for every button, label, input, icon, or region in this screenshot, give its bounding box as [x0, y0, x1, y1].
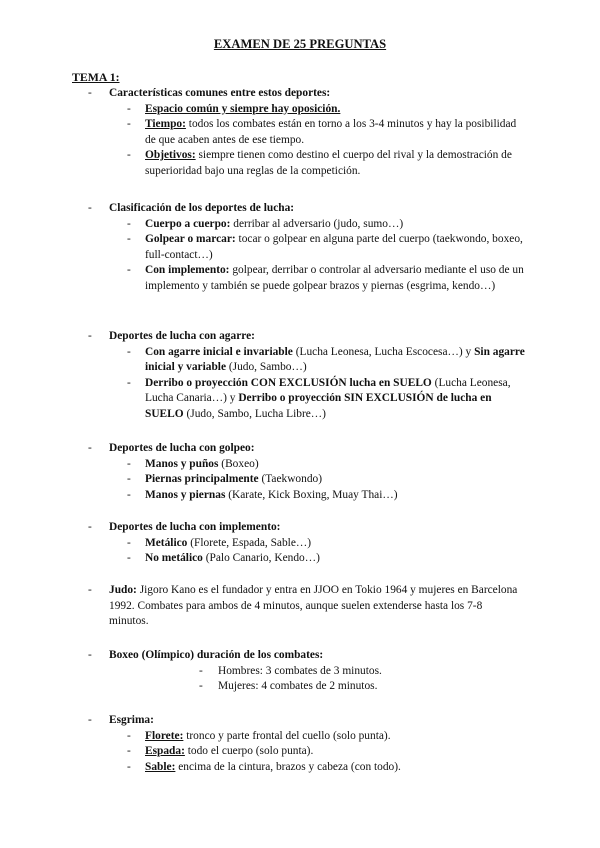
list-item: [0, 744, 525, 760]
list-item: [0, 536, 525, 552]
list-item: [0, 760, 525, 776]
item-text: encima de la cintura, brazos y cabeza (con todo).: [175, 760, 401, 773]
item-text: todos los combates están en torno a los 3-4 minutos y hay la posibilidad de que acaben antes de ese tiempo.: [145, 118, 517, 146]
bullet-dash: -: [127, 217, 131, 230]
item-text: Hombres: 3 combates de 3 minutos.: [218, 664, 382, 677]
bullet-dash: -: [127, 536, 131, 549]
bullet-dash: -: [199, 680, 203, 693]
item-term: Tiempo:: [145, 118, 186, 131]
item-term: Florete:: [145, 729, 184, 742]
list-item: [0, 117, 525, 148]
item-term: Espacio común y siempre hay oposición.: [145, 102, 341, 115]
bullet-dash: -: [127, 149, 131, 162]
item-term: Cuerpo a cuerpo:: [145, 217, 231, 230]
list-item: [0, 488, 525, 504]
list-item: [0, 713, 524, 729]
bullet-dash: -: [127, 264, 131, 277]
bullet-dash: -: [127, 233, 131, 246]
item-text: Mujeres: 4 combates de 2 minutos.: [218, 680, 378, 693]
list-heading: Esgrima:: [109, 714, 154, 726]
list-item: [0, 648, 524, 664]
item-term: Manos y piernas: [145, 488, 226, 501]
item-term: Sin agarre inicial y variable: [145, 345, 525, 374]
item-text: derribar al adversario (judo, sumo…): [230, 217, 404, 230]
section-golpeo: [0, 441, 600, 503]
item-term: No metálico: [145, 552, 203, 565]
item-text: siempre tienen como destino el cuerpo del rival y la demostración de superioridad bajo una reglas de la competición.: [145, 149, 512, 177]
item-term: Con agarre inicial e invariable: [145, 345, 293, 358]
list-item: [0, 583, 524, 630]
list-item: [0, 664, 600, 680]
list-heading: Características comunes entre estos deportes:: [109, 87, 331, 99]
bullet-dash: -: [88, 442, 92, 454]
item-term: Piernas principalmente: [145, 473, 259, 486]
list-item: [0, 679, 600, 695]
bullet-dash: -: [88, 330, 92, 342]
list-item: [0, 232, 525, 263]
item-term: Metálico: [145, 536, 188, 549]
item-text: (Boxeo): [218, 457, 259, 470]
bullet-dash: -: [127, 473, 131, 486]
bullet-dash: -: [127, 760, 131, 773]
list-item: [0, 86, 524, 102]
item-text: todo el cuerpo (solo punta).: [184, 745, 314, 758]
list-item: [0, 217, 525, 233]
bullet-dash: -: [88, 521, 92, 533]
item-term: Manos y puños: [145, 457, 219, 470]
bullet-dash: -: [88, 584, 92, 596]
bullet-dash: -: [88, 714, 92, 726]
list-item: [0, 102, 525, 118]
bullet-dash: -: [127, 118, 131, 131]
list-heading: Deportes de lucha con implemento:: [109, 521, 281, 533]
section-agarre: [0, 329, 600, 423]
bullet-dash: -: [127, 457, 131, 470]
list-item: [0, 729, 525, 745]
list-item: [0, 376, 525, 423]
item-term: Derribo o proyección SIN EXCLUSIÓN de lucha en SUELO: [145, 392, 492, 420]
item-text: tronco y parte frontal del cuello (solo punta).: [183, 729, 391, 742]
item-text: tocar o golpear en alguna parte del cuerpo (taekwondo, boxeo, full-contact…): [145, 233, 523, 261]
list-item: [0, 263, 525, 294]
list-heading: Clasificación de los deportes de lucha:: [109, 202, 295, 214]
item-text: (Judo, Sambo, Lucha Libre…): [183, 407, 326, 420]
item-text: (Palo Canario, Kendo…): [202, 552, 320, 565]
list-item: [0, 148, 525, 179]
list-heading: Deportes de lucha con agarre:: [109, 330, 255, 342]
page-title: EXAMEN DE 25 PREGUNTAS: [213, 37, 387, 51]
bullet-dash: -: [127, 745, 131, 758]
list-item: [0, 457, 525, 473]
item-term: Golpear o marcar:: [145, 233, 236, 246]
item-text: (Lucha Leonesa, Lucha Escocesa…) y: [292, 345, 475, 358]
item-term: Con implemento:: [145, 264, 230, 277]
list-item: [0, 329, 524, 345]
list-item: [0, 345, 525, 376]
item-text: Jigoro Kano es el fundador y entra en JJOO en Tokio 1964 y mujeres en Barcelona 1992. Combates para ambos de 4 minutos, aunque suelen extenderse hasta los 7-8 minutos.: [109, 584, 518, 628]
section-boxeo: [0, 648, 600, 695]
bullet-dash: -: [199, 664, 203, 677]
list-item: [0, 441, 524, 457]
item-term: Derribo o proyección CON EXCLUSIÓN lucha en SUELO: [145, 376, 432, 389]
section-implemento: [0, 520, 600, 567]
item-text: (Florete, Espada, Sable…): [187, 536, 312, 549]
item-text: (Karate, Kick Boxing, Muay Thai…): [225, 488, 398, 501]
list-item: [0, 520, 524, 536]
list-heading: Boxeo (Olímpico) duración de los combates:: [109, 649, 324, 661]
bullet-dash: -: [88, 202, 92, 214]
bullet-dash: -: [127, 552, 131, 565]
item-term: Judo:: [109, 584, 137, 596]
list-item: [0, 472, 525, 488]
section-heading-tema: TEMA 1:: [72, 70, 120, 84]
item-term: Objetivos:: [145, 149, 196, 162]
section-judo: [0, 583, 600, 630]
section-caracteristicas: [0, 86, 600, 180]
item-text: (Taekwondo): [258, 473, 323, 486]
item-term: Espada:: [145, 745, 185, 758]
list-heading: Deportes de lucha con golpeo:: [109, 442, 255, 454]
section-clasificacion: [0, 201, 600, 295]
bullet-dash: -: [127, 376, 131, 389]
bullet-dash: -: [127, 345, 131, 358]
bullet-dash: -: [88, 649, 92, 661]
section-esgrima: [0, 713, 600, 775]
list-item: [0, 201, 524, 217]
bullet-dash: -: [127, 488, 131, 501]
item-text: golpear, derribar o controlar al adversario mediante el uso de un implemento y también se puede golpear brazos y piernas (esgrima, kendo…): [145, 264, 524, 292]
item-term: Sable:: [145, 760, 176, 773]
item-text: (Lucha Leonesa, Lucha Canaria…) y: [145, 376, 511, 405]
list-item: [0, 551, 525, 567]
item-text: (Judo, Sambo…): [226, 361, 307, 374]
bullet-dash: -: [127, 729, 131, 742]
bullet-dash: -: [127, 102, 131, 115]
bullet-dash: -: [88, 87, 92, 99]
